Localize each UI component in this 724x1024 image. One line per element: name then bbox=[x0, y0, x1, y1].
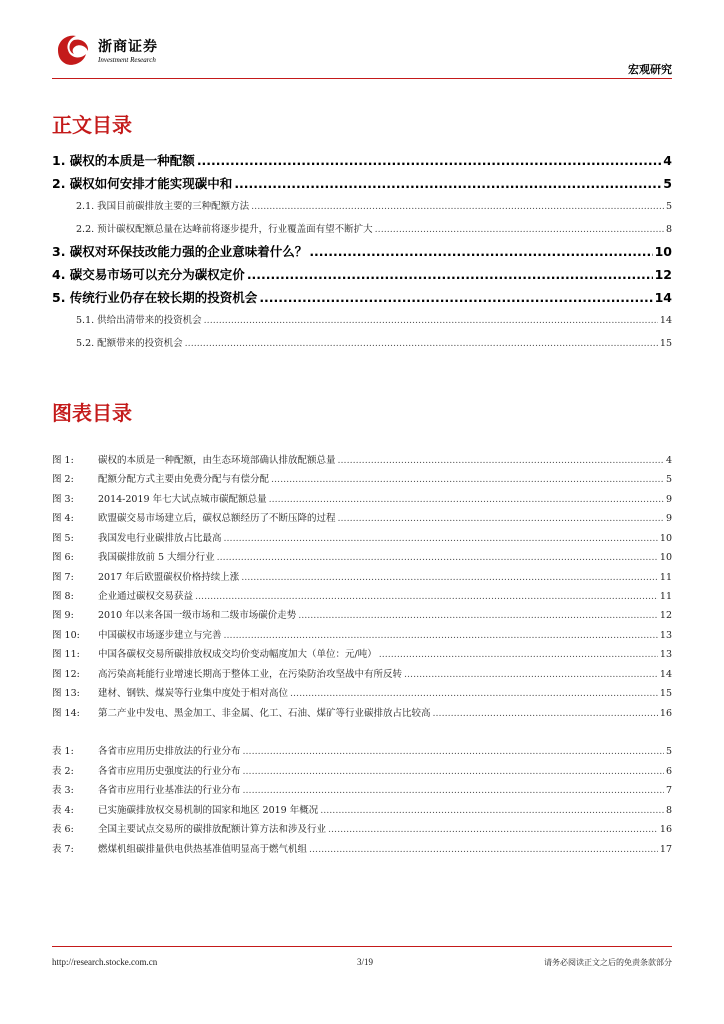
toc-entry[interactable]: 5. 传统行业仍存在较长期的投资机会 ..... 14 bbox=[52, 288, 672, 306]
document-type: 宏观研究 bbox=[628, 63, 672, 76]
brand-name: 浙商证券 bbox=[98, 39, 158, 55]
table-entry[interactable]: 表 3: 各省市应用行业基准法的行业分布 ..... 7 bbox=[52, 782, 672, 796]
toc-entry[interactable]: 1. 碳权的本质是一种配额 ..... 4 bbox=[52, 151, 672, 169]
figure-entry[interactable]: 图 9: 2010 年以来各国一级市场和二级市场碳价走势 ..... 12 bbox=[52, 607, 672, 621]
figure-entry[interactable]: 图 2: 配额分配方式主要由免费分配与有偿分配 ..... 5 bbox=[52, 471, 672, 485]
table-entry[interactable]: 表 1: 各省市应用历史排放法的行业分布 ..... 5 bbox=[52, 743, 672, 757]
figure-entry[interactable]: 图 3: 2014-2019 年七大试点城市碳配额总量 ..... 9 bbox=[52, 491, 672, 505]
figure-entry[interactable]: 图 11: 中国各碳权交易所碳排放权成交均价变动幅度加大（单位：元/吨） ..... 13 bbox=[52, 646, 672, 660]
toc-subentry[interactable]: 2.2. 预计碳权配额总量在达峰前将逐步提升，行业覆盖面有望不断扩大 ..... 8 bbox=[76, 221, 672, 235]
figure-entry[interactable]: 图 4: 欧盟碳交易市场建立后，碳权总额经历了不断压降的过程 ..... 9 bbox=[52, 510, 672, 524]
table-entry[interactable]: 表 7: 燃煤机组碳排量供电供热基准值明显高于燃气机组 ..... 17 bbox=[52, 841, 672, 855]
table-entry[interactable]: 表 4: 已实施碳排放权交易机制的国家和地区 2019 年概况 ..... 8 bbox=[52, 802, 672, 816]
brand-subtitle: Investment Research bbox=[98, 56, 156, 64]
figure-entry[interactable]: 图 7: 2017 年后欧盟碳权价格持续上涨 ..... 11 bbox=[52, 569, 672, 583]
toc-entry[interactable]: 4. 碳交易市场可以充分为碳权定价 ..... 12 bbox=[52, 265, 672, 283]
figure-entry[interactable]: 图 14: 第二产业中发电、黑金加工、非金属、化工、石油、煤矿等行业碳排放占比较高 ..... 16 bbox=[52, 705, 672, 719]
table-entry[interactable]: 表 2: 各省市应用历史强度法的行业分布 ..... 6 bbox=[52, 763, 672, 777]
figure-entry[interactable]: 图 6: 我国碳排放前 5 大细分行业 ..... 10 bbox=[52, 549, 672, 563]
page-number: 3/19 bbox=[357, 957, 374, 967]
footer-disclaimer: 请务必阅读正文之后的免责条款部分 bbox=[544, 958, 672, 967]
table-entry[interactable]: 表 6: 全国主要试点交易所的碳排放配额计算方法和涉及行业 ..... 16 bbox=[52, 821, 672, 835]
zheshang-logo-icon bbox=[54, 32, 92, 68]
toc-entry[interactable]: 3. 碳权对环保技改能力强的企业意味着什么？ ..... 10 bbox=[52, 242, 672, 260]
toc-subentry[interactable]: 5.1. 供给出清带来的投资机会 ..... 14 bbox=[76, 312, 672, 326]
toc-entry[interactable]: 2. 碳权如何安排才能实现碳中和 ..... 5 bbox=[52, 174, 672, 192]
footer-url-link[interactable]: http://research.stocke.com.cn bbox=[52, 957, 158, 967]
figure-entry[interactable]: 图 10: 中国碳权市场逐步建立与完善 ..... 13 bbox=[52, 627, 672, 641]
toc-title: 正文目录 bbox=[52, 113, 132, 137]
figures-title: 图表目录 bbox=[52, 401, 132, 425]
figure-entry[interactable]: 图 8: 企业通过碳权交易获益 ..... 11 bbox=[52, 588, 672, 602]
figure-entry[interactable]: 图 12: 高污染高耗能行业增速长期高于整体工业，在污染防治攻坚战中有所反转 ..... 14 bbox=[52, 666, 672, 680]
figure-entry[interactable]: 图 13: 建材、钢铁、煤炭等行业集中度处于相对高位 ..... 15 bbox=[52, 685, 672, 699]
page-header bbox=[52, 30, 672, 78]
figure-entry[interactable]: 图 5: 我国发电行业碳排放占比最高 ..... 10 bbox=[52, 530, 672, 544]
header-divider bbox=[52, 78, 672, 79]
figure-entry[interactable]: 图 1: 碳权的本质是一种配额，由生态环境部确认排放配额总量 ..... 4 bbox=[52, 452, 672, 466]
toc-subentry[interactable]: 2.1. 我国目前碳排放主要的三种配额方法 ..... 5 bbox=[76, 198, 672, 212]
toc-subentry[interactable]: 5.2. 配额带来的投资机会 ..... 15 bbox=[76, 335, 672, 349]
footer-divider bbox=[52, 946, 672, 947]
